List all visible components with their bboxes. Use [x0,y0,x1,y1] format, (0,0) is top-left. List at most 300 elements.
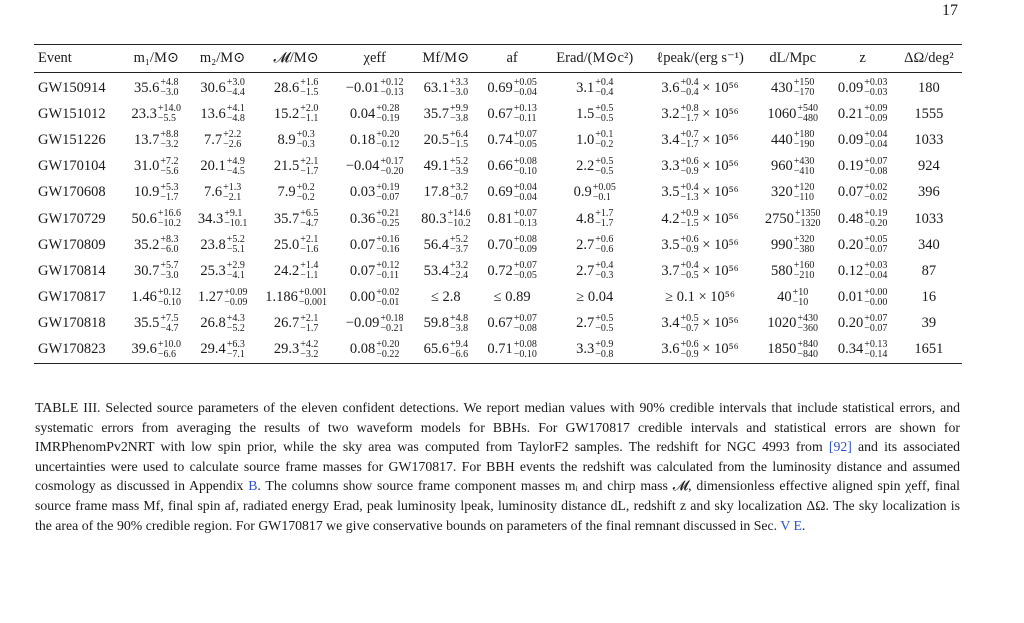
median-value: 30.7 [134,262,160,279]
lower-error: −0.04 [513,191,537,203]
lower-error: −0.22 [376,348,400,360]
event-name-cell: GW170814 [38,262,106,279]
lower-error: −1.5 [449,139,469,151]
column-header: ΔΩ/deg² [904,50,954,66]
table-cell [829,73,895,102]
table-row [34,258,962,284]
upper-error: +3.2 [449,181,469,193]
lower-error: −360 [797,322,818,334]
credible-interval [794,261,815,281]
value-group [424,157,469,177]
lower-error: −0.7 [680,322,699,334]
table-cell [756,258,830,284]
value-suffix: × 10⁵⁶ [698,210,739,227]
table-cell [829,180,895,206]
median-value: 0.72 [487,262,513,279]
table-cell [256,154,337,180]
median-value: ≤ 0.89 [493,289,531,306]
median-value: 1.27 [197,289,224,306]
credible-interval [681,235,699,255]
value-group [574,183,616,203]
credible-interval [681,314,699,334]
value-group [487,340,537,360]
median-value: 35.7 [423,105,449,122]
median-value: 4.2 [661,210,680,227]
lower-error: −0.13 [380,87,404,99]
event-name-cell: GW170729 [38,210,106,227]
lower-error: −0.5 [595,165,614,177]
credible-interval [376,261,399,281]
table-cell [189,101,255,127]
value-group [661,209,738,229]
value-group [274,261,319,281]
median-value: 0.04 [349,105,376,122]
credible-interval [514,235,537,255]
median-value: 21.5 [273,158,300,175]
value-group [487,130,537,150]
citation-link[interactable]: [92] [828,439,852,455]
median-value: 39 [921,315,937,332]
column-header: af [506,50,518,66]
median-value: 26.7 [273,315,300,332]
credible-interval [864,288,887,308]
lower-error: −0.10 [157,296,182,308]
value-group [576,157,613,177]
value-group [134,183,179,203]
credible-interval [380,314,403,334]
median-value: 25.3 [200,262,226,279]
upper-error: +0.19 [864,208,888,220]
table-cell [123,180,189,206]
lower-error: −4.7 [160,322,179,334]
upper-error: +0.12 [157,286,182,298]
median-value: 34.3 [197,210,224,227]
credible-interval [227,340,245,360]
event-name-cell: GW151226 [38,131,106,148]
median-value: 39.6 [131,341,157,358]
median-value: 0.36 [349,210,376,227]
value-group [661,183,738,203]
table-cell [756,154,830,180]
upper-error: +6.3 [226,338,245,350]
lower-error: −0.02 [864,191,888,203]
median-value: 0.74 [487,131,513,148]
upper-error: +5.3 [160,181,179,193]
median-value: 3.2 [661,105,680,122]
median-value: 0.09 [837,131,864,148]
credible-interval [300,104,318,124]
median-value: 59.8 [423,315,449,332]
value-group [487,183,537,203]
upper-error: +5.7 [160,260,179,272]
credible-interval [158,288,181,308]
upper-error: +2.1 [300,234,319,246]
table-header [34,45,962,73]
upper-error: +6.5 [300,208,319,220]
credible-interval [450,183,468,203]
median-value: 0.08 [349,341,376,358]
credible-interval [797,340,818,360]
upper-error: +0.13 [513,103,537,115]
value-suffix: × 10⁵⁶ [698,105,739,122]
value-group [487,261,537,281]
lower-error: −6.6 [449,348,469,360]
value-group [494,289,531,306]
median-value: 2.7 [576,262,595,279]
value-group [134,261,179,281]
table-cell [337,285,413,311]
section-link[interactable]: V E [780,517,802,533]
upper-error: +0.18 [380,312,404,324]
lower-error: −10.1 [224,218,248,230]
value-group [771,235,814,255]
value-group [777,288,808,308]
upper-error: +0.07 [864,312,888,324]
value-group [424,78,469,98]
upper-error: +0.21 [376,208,400,220]
column-header: ℓpeak/(erg s⁻¹) [656,50,744,66]
table-row [34,127,962,153]
table-cell [756,285,830,311]
median-value: 0.81 [487,210,513,227]
table-cell [123,258,189,284]
median-value: 7.6 [203,184,223,201]
value-group [346,157,404,177]
value-group [914,341,943,358]
credible-interval [595,314,613,334]
value-group [200,314,245,334]
lower-error: −1.5 [680,218,699,230]
credible-interval [595,340,613,360]
value-group [274,78,319,98]
median-value: 580 [770,262,793,279]
lower-error: −1.6 [300,244,319,256]
median-value: 26.8 [200,315,226,332]
table-cell [413,311,479,337]
median-value: 0.07 [349,262,376,279]
lower-error: −7.1 [226,348,245,360]
credible-interval [794,78,815,98]
lower-error: −3.2 [160,139,179,151]
credible-interval [595,261,613,281]
credible-interval [595,104,613,124]
credible-interval [514,157,537,177]
table-cell [756,311,830,337]
lower-error: −0.10 [513,348,537,360]
median-value: 1.5 [576,105,595,122]
value-group [914,106,943,123]
lower-error: −410 [793,165,815,177]
value-group [661,130,738,150]
upper-error: +0.19 [376,181,400,193]
median-value: 13.6 [200,105,226,122]
lower-error: −6.0 [160,244,179,256]
median-value: 23.3 [131,105,157,122]
credible-interval [864,314,887,334]
upper-error: +5.2 [449,234,469,246]
median-value: 1850 [767,341,797,358]
table-cell [337,127,413,153]
credible-interval [795,209,821,229]
upper-error: +10 [792,286,809,298]
upper-error: +1.3 [223,181,242,193]
credible-interval [864,235,887,255]
lower-error: −0.04 [513,87,537,99]
table-cell [829,258,895,284]
value-group [838,183,888,203]
credible-interval [299,288,327,308]
upper-error: +150 [793,77,815,89]
upper-error: +5.2 [226,234,245,246]
table-cell [256,206,337,232]
median-value: 340 [918,236,940,253]
upper-error: +0.04 [513,181,537,193]
upper-error: +4.3 [226,312,245,324]
table-caption [35,398,960,535]
upper-error: +3.2 [449,260,469,272]
upper-error: +0.20 [376,338,400,350]
table-cell [413,232,479,258]
credible-interval [227,314,245,334]
table-cell [545,258,644,284]
value-group [838,261,888,281]
lower-error: −2.4 [449,270,469,282]
table-cell [896,154,962,180]
table-cell [479,337,545,364]
upper-error: +320 [793,234,815,246]
value-group [350,183,400,203]
median-value: 7.9 [277,184,296,201]
lower-error: −5.2 [226,322,245,334]
lower-error: −0.9 [680,165,699,177]
value-group [838,157,888,177]
upper-error: +0.07 [513,260,537,272]
table-cell [123,285,189,311]
credible-interval [158,104,181,124]
credible-interval [514,209,537,229]
value-group [487,157,537,177]
value-group [350,288,400,308]
median-value: −0.09 [345,315,380,332]
credible-interval [595,157,613,177]
median-value: 0.09 [837,79,864,96]
value-group [198,209,248,229]
credible-interval [450,235,468,255]
median-value: 80.3 [421,210,447,227]
lower-error: −6.6 [157,348,177,360]
credible-interval [593,183,616,203]
median-value: 0.20 [837,236,864,253]
lower-error: −0.25 [376,218,400,230]
value-group [278,130,315,150]
median-value: 3.7 [661,262,680,279]
median-value: 3.3 [661,158,680,175]
table-cell [256,285,337,311]
value-group [200,104,245,124]
credible-interval [300,235,318,255]
table-cell [337,206,413,232]
median-value: 0.48 [837,210,864,227]
upper-error: +0.4 [595,260,614,272]
median-value: 1.0 [576,131,595,148]
value-group [350,130,400,150]
credible-interval [160,235,178,255]
value-group [350,340,400,360]
table-cell [756,180,830,206]
upper-error: +0.5 [680,312,699,324]
upper-error: +0.17 [380,155,404,167]
median-value: 1020 [767,315,797,332]
event-name-cell: GW170104 [38,158,106,175]
value-group [838,314,888,334]
value-group [274,104,319,124]
credible-interval [300,314,318,334]
table-cell [337,337,413,364]
median-value: 3.6 [661,79,680,96]
median-value: 960 [770,158,793,175]
upper-error: +840 [797,338,818,350]
lower-error: −210 [793,270,815,282]
value-group [576,209,613,229]
table-cell [545,206,644,232]
table-row [34,206,962,232]
table-cell [189,337,255,364]
table-cell [479,73,545,102]
value-group [134,314,179,334]
upper-error: +0.08 [513,338,537,350]
credible-interval [297,130,315,150]
table-cell [189,180,255,206]
median-value: 3.6 [661,341,680,358]
value-group [918,158,940,175]
upper-error: +0.09 [864,103,888,115]
table-cell [256,311,337,337]
credible-interval [223,183,241,203]
credible-interval [864,340,887,360]
median-value: 990 [770,236,793,253]
table-row [34,101,962,127]
table-cell [756,127,830,153]
upper-error: +1.4 [300,260,319,272]
upper-error: +2.1 [300,312,319,324]
table-cell [644,232,756,258]
table-cell [123,127,189,153]
median-value: 29.4 [200,341,226,358]
credible-interval [864,157,887,177]
credible-interval [224,288,247,308]
median-value: 0.71 [487,341,513,358]
value-suffix: × 10⁵⁶ [698,341,739,358]
value-group [274,157,319,177]
lower-error: −0.8 [595,348,614,360]
median-value: 2750 [764,210,794,227]
table-cell [545,232,644,258]
table-cell [479,154,545,180]
value-group [838,78,888,98]
table-cell [644,154,756,180]
table-cell [829,285,895,311]
median-value: 3.5 [661,184,680,201]
lower-error: −0.05 [513,139,537,151]
table-cell [413,206,479,232]
table-cell [337,154,413,180]
value-group [914,132,943,149]
upper-error: +1350 [794,208,821,220]
upper-error: +0.02 [864,181,888,193]
upper-error: +5.2 [449,155,469,167]
value-group [771,130,814,150]
upper-error: +0.07 [864,155,888,167]
table-cell [123,73,189,102]
upper-error: +0.5 [595,312,614,324]
upper-error: +0.6 [680,155,699,167]
upper-error: +0.4 [680,77,699,89]
upper-error: +0.7 [680,129,699,141]
lower-error: −10.2 [157,218,182,230]
table-body [34,73,962,364]
table-cell [829,206,895,232]
upper-error: +0.9 [595,338,614,350]
table-cell [413,154,479,180]
lower-error: −0.19 [376,113,400,125]
lower-error: −1.7 [680,139,699,151]
median-value: 0.67 [487,315,513,332]
lower-error: −1.7 [300,322,319,334]
value-group [424,340,469,360]
lower-error: −3.0 [160,87,179,99]
lower-error: −4.7 [300,218,319,230]
credible-interval [797,104,818,124]
value-group [274,209,319,229]
table-cell [189,311,255,337]
table-cell [413,285,479,311]
upper-error: +2.9 [226,260,245,272]
value-group [274,314,319,334]
lower-error: −480 [797,113,818,125]
table-cell [189,127,255,153]
value-group [922,315,937,332]
median-value: 3.1 [576,79,595,96]
lower-error: −0.1 [592,191,611,203]
value-group [838,104,888,124]
upper-error: +0.5 [595,155,614,167]
value-group [918,237,940,254]
appendix-link[interactable]: B [248,478,258,494]
credible-interval [227,261,245,281]
credible-interval [376,235,399,255]
credible-interval [376,130,399,150]
lower-error: −0.4 [680,87,699,99]
median-value: 0.12 [837,262,864,279]
table-cell [337,232,413,258]
value-group [771,78,814,98]
table-cell [256,101,337,127]
lower-error: −3.2 [300,348,319,360]
value-group [132,340,182,360]
upper-error: +0.16 [376,234,400,246]
median-value: ≥ 0.1 × 10⁵⁶ [665,289,735,306]
value-group [838,235,888,255]
column-header: z [859,50,866,66]
median-value: 1033 [914,210,944,227]
upper-error: +0.001 [298,286,328,298]
value-group [767,104,818,124]
upper-error: +14.6 [447,208,471,220]
table-cell [337,258,413,284]
median-value: 20.1 [200,158,226,175]
upper-error: +0.20 [376,129,400,141]
table-row [34,180,962,206]
